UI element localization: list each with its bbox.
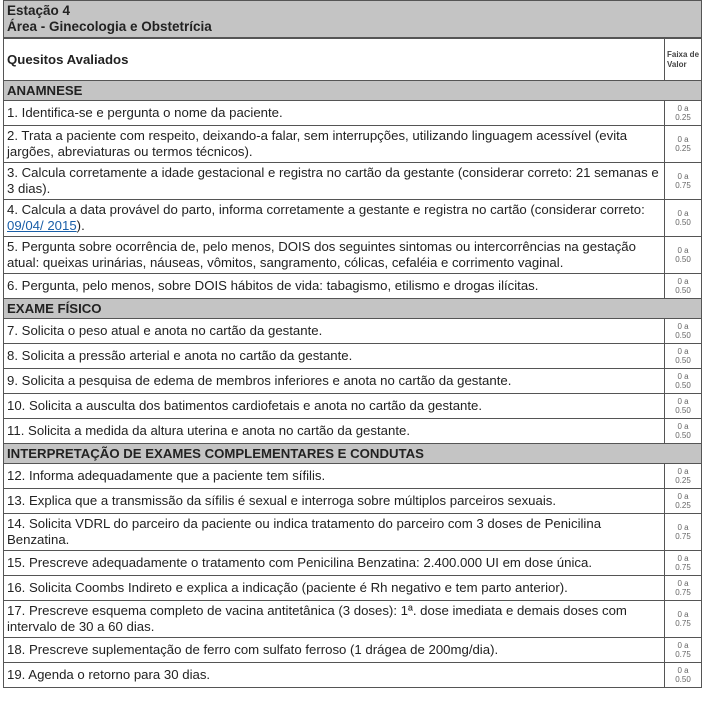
item-text: 16. Solicita Coombs Indireto e explica a indicação (paciente é Rh negativo e tem parto anterior). (7, 580, 568, 595)
item-text: 4. Calcula a data provável do parto, informa corretamente a gestante e registra no cartão (considerar correto: (7, 202, 645, 217)
table-row (4, 663, 702, 688)
item-text: 12. Informa adequadamente que a paciente tem sífilis. (7, 468, 326, 483)
value-range: 0 a 0.50 (665, 200, 702, 237)
item-text: 1. Identifica-se e pergunta o nome da paciente. (7, 105, 283, 120)
table-row (4, 237, 702, 274)
item-text: 15. Prescreve adequadamente o tratamento com Penicilina Benzatina: 2.400.000 UI em dose única. (7, 555, 593, 570)
item-text: 17. Prescreve esquema completo de vacina antitetânica (3 doses): 1ª. dose imediata e demais doses com intervalo de 30 a 60 dias. (7, 603, 627, 634)
value-range: 0 a 0.50 (665, 369, 702, 394)
table-row (4, 601, 702, 638)
table-row (4, 126, 702, 163)
table-row (4, 344, 702, 369)
value-range: 0 a 0.75 (665, 514, 702, 551)
value-header: Faixa de Valor (665, 38, 702, 81)
item-text: 10. Solicita a ausculta dos batimentos cardiofetais e anota no cartão da gestante. (7, 398, 483, 413)
table-row (4, 101, 702, 126)
value-range: 0 a 0.75 (665, 601, 702, 638)
table-row (4, 576, 702, 601)
date-link[interactable]: 09/04/ 2015 (7, 218, 77, 233)
item-text: 13. Explica que a transmissão da sífilis é sexual e interroga sobre múltiplos parceiros sexuais. (7, 493, 557, 508)
item-text: 7. Solicita o peso atual e anota no cartão da gestante. (7, 323, 323, 338)
table-row (4, 464, 702, 489)
table-row (4, 163, 702, 200)
value-range: 0 a 0.50 (665, 344, 702, 369)
items-header: Quesitos Avaliados (4, 38, 665, 81)
table-row (4, 319, 702, 344)
table-row (4, 200, 702, 237)
item-text: 8. Solicita a pressão arterial e anota no cartão da gestante. (7, 348, 353, 363)
item-text: 2. Trata a paciente com respeito, deixando-a falar, sem interrupções, utilizando linguagem acessível (evita jargões, abreviaturas ou termos técnicos). (7, 128, 628, 159)
table-row (4, 369, 702, 394)
item-text: 11. Solicita a medida da altura uterina e anota no cartão da gestante. (7, 423, 410, 438)
value-range: 0 a 0.75 (665, 576, 702, 601)
item-text: 14. Solicita VDRL do parceiro da paciente ou indica tratamento do parceiro com 3 doses de Penicilina Benzatina. (7, 516, 602, 547)
item-text: 3. Calcula corretamente a idade gestacional e registra no cartão da gestante (considerar correto: 21 semanas e 3 dias). (7, 165, 659, 196)
value-range: 0 a 0.50 (665, 319, 702, 344)
value-range: 0 a 0.75 (665, 638, 702, 663)
value-range: 0 a 0.25 (665, 489, 702, 514)
table-row (4, 638, 702, 663)
item-text: 9. Solicita a pesquisa de edema de membros inferiores e anota no cartão da gestante. (7, 373, 512, 388)
section-header: EXAME FÍSICO (4, 299, 702, 319)
item-text: 19. Agenda o retorno para 30 dias. (7, 667, 211, 682)
section-header: ANAMNESE (4, 81, 702, 101)
value-range: 0 a 0.50 (665, 394, 702, 419)
section-header: INTERPRETAÇÃO DE EXAMES COMPLEMENTARES E CONDUTAS (4, 444, 702, 464)
table-row (4, 514, 702, 551)
value-range: 0 a 0.75 (665, 163, 702, 200)
station-title (4, 1, 702, 39)
evaluation-table (3, 0, 702, 688)
value-range: 0 a 0.50 (665, 237, 702, 274)
item-text-end: ). (76, 218, 85, 233)
station-name: Estação 4 (7, 3, 71, 18)
value-range: 0 a 0.50 (665, 419, 702, 444)
table-row (4, 394, 702, 419)
table-row (4, 419, 702, 444)
value-range: 0 a 0.25 (665, 101, 702, 126)
evaluation-sheet (3, 0, 701, 688)
item-text: 6. Pergunta, pelo menos, sobre DOIS hábitos de vida: tabagismo, etilismo e drogas ilícitas. (7, 278, 539, 293)
value-range: 0 a 0.50 (665, 663, 702, 688)
area-name: Área - Ginecologia e Obstetrícia (7, 19, 212, 34)
value-range: 0 a 0.25 (665, 464, 702, 489)
item-text: 18. Prescreve suplementação de ferro com sulfato ferroso (1 drágea de 200mg/dia). (7, 642, 499, 657)
table-row (4, 489, 702, 514)
value-range: 0 a 0.75 (665, 551, 702, 576)
value-range: 0 a 0.25 (665, 126, 702, 163)
table-row (4, 551, 702, 576)
value-range: 0 a 0.50 (665, 274, 702, 299)
item-text: 5. Pergunta sobre ocorrência de, pelo menos, DOIS dos seguintes sintomas ou intercorrências na gestação atual: queixas urinárias, náuseas, vômitos, sangramento, cólicas, cefaléia e corrimento vaginal. (7, 239, 636, 270)
table-row (4, 274, 702, 299)
